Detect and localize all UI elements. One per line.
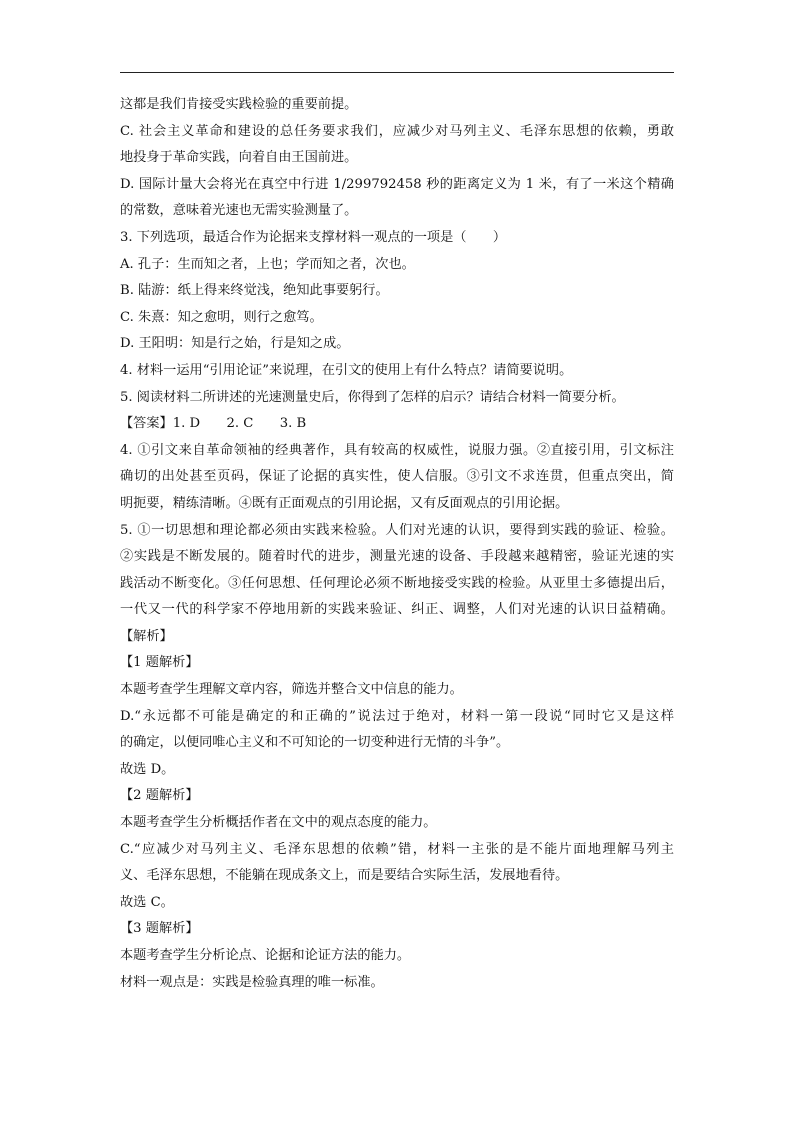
- analysis-heading: 【解析】: [120, 628, 173, 644]
- analysis-3-heading: 【3 题解析】: [120, 921, 199, 937]
- option-c: C. 朱熹：知之愈明，则行之愈笃。: [120, 309, 323, 325]
- answer-key: 【答案】1. D 2. C 3. B: [120, 416, 307, 432]
- analysis-1-heading: 【1 题解析】: [120, 655, 199, 671]
- analysis-2-text: C.“应减少对马列主义、毛泽东思想的依赖”错，材料一主张的是不能片面地理解马列主: [120, 841, 674, 857]
- option-b: B. 陆游：纸上得来终觉浅，绝知此事要躬行。: [120, 283, 389, 299]
- analysis-3-text: 本题考查学生分析论点、论据和论证方法的能力。: [120, 948, 411, 963]
- header-rule: [120, 72, 674, 73]
- analysis-2-heading: 【2 题解析】: [120, 788, 199, 804]
- text-line: D. 国际计量大会将光在真空中行进 1/299792458 秒的距离定义为 1 米，有了一米这个精确: [120, 176, 674, 192]
- answer-4: 明扼要，精练清晰。④既有正面观点的引用论据，又有反面观点的引用论据。: [120, 495, 569, 511]
- analysis-1-choice: 故选 D。: [120, 761, 175, 777]
- answer-5: 践活动不断变化。③任何思想、任何理论必须不断地接受实践的检验。从亚里士多德提出后，: [120, 575, 674, 591]
- answer-5: 5. ①一切思想和理论都必须由实践来检验。人们对光速的认识，要得到实践的验证、检验。: [120, 522, 674, 538]
- analysis-2-choice: 故选 C。: [120, 894, 174, 910]
- analysis-1-text: D.“永远都不可能是确定的和正确的”说法过于绝对，材料一第一段说“同时它又是这样: [120, 708, 674, 724]
- question-3: 3. 下列选项，最适合作为论据来支撑材料一观点的一项是（ ）: [120, 229, 507, 245]
- option-a: A. 孔子：生而知之者，上也；学而知之者，次也。: [120, 256, 415, 272]
- analysis-3-text: 材料一观点是：实践是检验真理的唯一标准。: [120, 974, 384, 990]
- analysis-2-text: 义、毛泽东思想，不能躺在现成条文上，而是要结合实际生活，发展地看待。: [120, 868, 569, 884]
- document-body: [120, 92, 674, 996]
- analysis-1-text: 本题考查学生理解文章内容，筛选并整合文中信息的能力。: [120, 682, 463, 698]
- answer-5: 一代又一代的科学家不停地用新的实践来验证、纠正、调整，人们对光速的认识日益精确。: [120, 602, 674, 618]
- text-line: 这都是我们肯接受实践检验的重要前提。: [120, 97, 358, 112]
- text-line: C. 社会主义革命和建设的总任务要求我们，应减少对马列主义、毛泽东思想的依赖，勇敢: [120, 123, 674, 139]
- text-line: 的常数，意味着光速也无需实验测量了。: [120, 203, 358, 219]
- answer-5: ②实践是不断发展的。随着时代的进步，测量光速的设备、手段越来越精密，验证光速的实: [120, 549, 674, 565]
- analysis-1-text: 的确定，以便同唯心主义和不可知论的一切变种进行无情的斗争”。: [120, 735, 510, 751]
- text-line: 地投身于革命实践，向着自由王国前进。: [120, 150, 358, 166]
- answer-4: 4. ①引文来自革命领袖的经典著作，具有较高的权威性，说服力强。②直接引用，引文标注: [120, 442, 674, 458]
- analysis-2-text: 本题考查学生分析概括作者在文中的观点态度的能力。: [120, 815, 437, 831]
- option-d: D. 王阳明：知是行之始，行是知之成。: [120, 336, 350, 352]
- question-4: 4. 材料一运用“引用论证”来说理，在引文的使用上有什么特点？请简要说明。: [120, 362, 573, 378]
- answer-4: 确切的出处甚至页码，保证了论据的真实性，使人信服。③引文不求连贯，但重点突出，简: [120, 469, 674, 485]
- question-5: 5. 阅读材料二所讲述的光速测量史后，你得到了怎样的启示？请结合材料一简要分析。: [120, 389, 625, 405]
